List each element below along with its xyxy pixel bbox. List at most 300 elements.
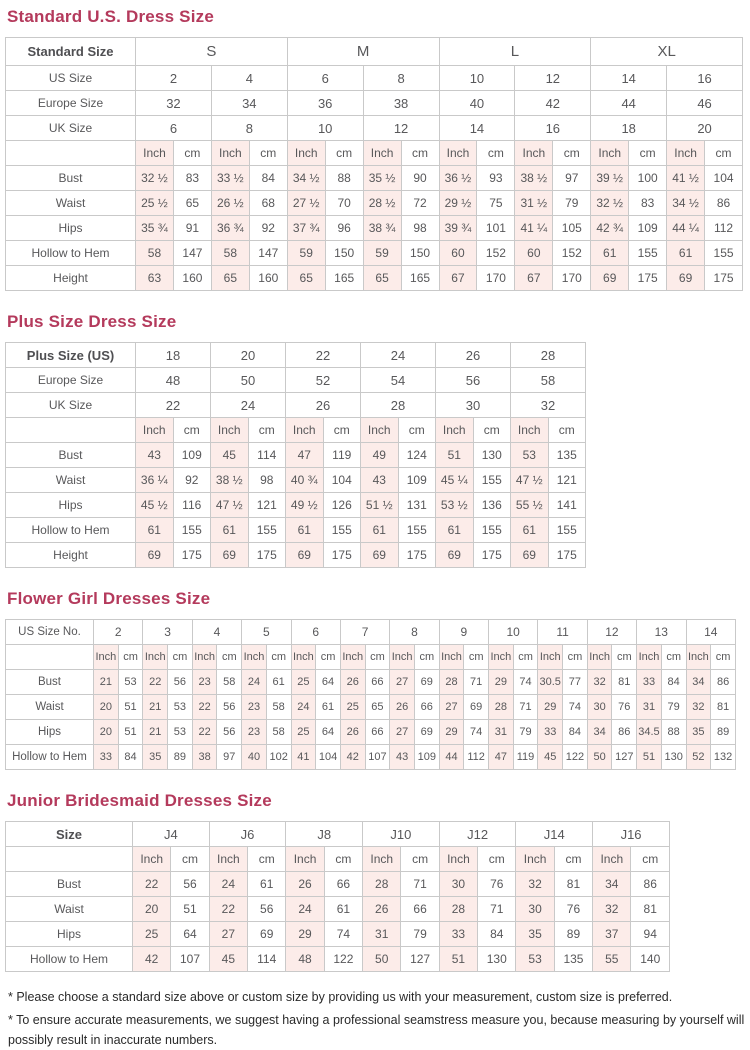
value-cell: 53 ½ — [436, 493, 474, 518]
value-cell: 21 — [143, 720, 168, 745]
value-cell: 121 — [248, 493, 286, 518]
size-header-cell: 6 — [291, 620, 340, 645]
value-cell: 135 — [548, 443, 586, 468]
value-cell: 165 — [401, 266, 439, 291]
value-cell: 160 — [173, 266, 211, 291]
unit-cell: cm — [365, 645, 390, 670]
value-cell: 21 — [94, 670, 119, 695]
row-label: Hollow to Hem — [6, 947, 133, 972]
size-header-cell: 22 — [136, 393, 211, 418]
size-header-cell: 50 — [211, 368, 286, 393]
value-cell: 165 — [325, 266, 363, 291]
value-cell: 28 — [439, 897, 477, 922]
size-header-cell: 13 — [637, 620, 686, 645]
value-cell: 155 — [173, 518, 211, 543]
value-cell: 56 — [217, 695, 242, 720]
value-cell: 26 — [390, 695, 415, 720]
unit-cell: Inch — [686, 645, 711, 670]
value-cell: 21 — [143, 695, 168, 720]
unit-cell: Inch — [439, 141, 477, 166]
value-cell: 53 — [168, 720, 193, 745]
unit-cell: Inch — [587, 645, 612, 670]
size-header-cell: 14 — [686, 620, 736, 645]
value-cell: 150 — [325, 241, 363, 266]
value-cell: 109 — [414, 745, 439, 770]
value-cell: 152 — [553, 241, 591, 266]
unit-cell: cm — [464, 645, 489, 670]
value-cell: 39 ½ — [591, 166, 629, 191]
value-cell: 38 ½ — [211, 468, 249, 493]
value-cell: 35 ¾ — [136, 216, 174, 241]
value-cell: 61 — [511, 518, 549, 543]
value-cell: 81 — [631, 897, 670, 922]
value-cell: 155 — [398, 518, 436, 543]
value-cell: 141 — [548, 493, 586, 518]
value-cell: 66 — [414, 695, 439, 720]
value-cell: 48 — [286, 947, 324, 972]
value-cell: 41 ¼ — [515, 216, 553, 241]
value-cell: 89 — [554, 922, 592, 947]
value-cell: 64 — [316, 670, 341, 695]
standard-us-dress-size-grid — [5, 37, 743, 291]
value-cell: 97 — [553, 166, 591, 191]
value-cell: 104 — [705, 166, 743, 191]
value-cell: 22 — [209, 897, 247, 922]
size-header-cell: 16 — [667, 66, 743, 91]
unit-cell: cm — [316, 645, 341, 670]
value-cell: 66 — [365, 720, 390, 745]
value-cell: 65 — [365, 695, 390, 720]
unit-cell: Inch — [209, 847, 247, 872]
table-row-bust — [6, 443, 586, 468]
value-cell: 114 — [248, 947, 286, 972]
value-cell: 49 ½ — [286, 493, 324, 518]
table-row-height — [6, 543, 586, 568]
value-cell: 65 — [173, 191, 211, 216]
value-cell: 69 — [286, 543, 324, 568]
value-cell: 35 — [143, 745, 168, 770]
value-cell: 38 — [192, 745, 217, 770]
row-label: Bust — [6, 166, 136, 191]
size-header-cell: 46 — [667, 91, 743, 116]
size-header-cell: 6 — [287, 66, 363, 91]
value-cell: 124 — [398, 443, 436, 468]
size-header-cell: 28 — [361, 393, 436, 418]
value-cell: 81 — [711, 695, 736, 720]
value-cell: 32 — [587, 670, 612, 695]
value-cell: 116 — [173, 493, 211, 518]
value-cell: 92 — [173, 468, 211, 493]
value-cell: 98 — [248, 468, 286, 493]
value-cell: 58 — [217, 670, 242, 695]
size-header-cell: 52 — [286, 368, 361, 393]
value-cell: 175 — [323, 543, 361, 568]
unit-cell: cm — [631, 847, 670, 872]
value-cell: 64 — [171, 922, 209, 947]
value-cell: 155 — [473, 518, 511, 543]
row-label: Bust — [6, 670, 94, 695]
value-cell: 36 ¼ — [136, 468, 174, 493]
row-label: US Size — [6, 66, 136, 91]
value-cell: 61 — [436, 518, 474, 543]
unit-cell: cm — [217, 645, 242, 670]
size-header-cell: 8 — [363, 66, 439, 91]
value-cell: 130 — [473, 443, 511, 468]
size-header-cell: 14 — [591, 66, 667, 91]
table-row-standard-size — [6, 38, 743, 66]
value-cell: 32 ½ — [136, 166, 174, 191]
value-cell: 127 — [401, 947, 439, 972]
unit-cell: cm — [563, 645, 588, 670]
size-header-cell: 20 — [211, 343, 286, 368]
unit-cell: Inch — [439, 645, 464, 670]
value-cell: 66 — [365, 670, 390, 695]
row-label: UK Size — [6, 393, 136, 418]
table-row-hips — [6, 493, 586, 518]
value-cell: 61 — [667, 241, 705, 266]
size-header-cell: J10 — [363, 822, 440, 847]
value-cell: 93 — [477, 166, 515, 191]
value-cell: 81 — [612, 670, 637, 695]
value-cell: 155 — [705, 241, 743, 266]
value-cell: 155 — [548, 518, 586, 543]
value-cell: 39 ¾ — [439, 216, 477, 241]
value-cell: 44 ¼ — [667, 216, 705, 241]
value-cell: 31 ½ — [515, 191, 553, 216]
value-cell: 30 — [516, 897, 554, 922]
value-cell: 104 — [323, 468, 361, 493]
value-cell: 84 — [249, 166, 287, 191]
value-cell: 69 — [136, 543, 174, 568]
value-cell: 20 — [94, 695, 119, 720]
value-cell: 79 — [661, 695, 686, 720]
size-header-cell: 10 — [489, 620, 538, 645]
value-cell: 45 — [209, 947, 247, 972]
value-cell: 160 — [249, 266, 287, 291]
value-cell: 107 — [171, 947, 209, 972]
size-header-cell: 34 — [211, 91, 287, 116]
value-cell: 92 — [249, 216, 287, 241]
value-cell: 75 — [477, 191, 515, 216]
value-cell: 140 — [631, 947, 670, 972]
value-cell: 36 ½ — [439, 166, 477, 191]
value-cell: 32 ½ — [591, 191, 629, 216]
junior-bridesmaid-dresses-size-grid — [5, 821, 670, 972]
value-cell: 58 — [266, 720, 291, 745]
value-cell: 121 — [548, 468, 586, 493]
unit-cell: Inch — [667, 141, 705, 166]
value-cell: 25 — [133, 922, 171, 947]
value-cell: 65 — [363, 266, 401, 291]
value-cell: 29 — [538, 695, 563, 720]
value-cell: 91 — [173, 216, 211, 241]
value-cell: 175 — [629, 266, 667, 291]
value-cell: 69 — [436, 543, 474, 568]
value-cell: 155 — [248, 518, 286, 543]
page-title-junior-bridesmaid-dresses-size: Junior Bridesmaid Dresses Size — [7, 791, 272, 810]
row-label: Hollow to Hem — [6, 518, 136, 543]
value-cell: 102 — [266, 745, 291, 770]
value-cell: 28 — [489, 695, 514, 720]
row-label: Hips — [6, 493, 136, 518]
table-row-units — [6, 141, 743, 166]
unit-cell: cm — [248, 847, 286, 872]
unit-cell: Inch — [436, 418, 474, 443]
value-cell: 36 ¾ — [211, 216, 249, 241]
value-cell: 175 — [248, 543, 286, 568]
size-header-cell: 9 — [439, 620, 488, 645]
value-cell: 50 — [587, 745, 612, 770]
unit-cell: Inch — [538, 645, 563, 670]
unit-cell: cm — [398, 418, 436, 443]
row-label — [6, 418, 136, 443]
value-cell: 84 — [563, 720, 588, 745]
row-label: Waist — [6, 191, 136, 216]
value-cell: 131 — [398, 493, 436, 518]
value-cell: 61 — [286, 518, 324, 543]
value-cell: 26 — [340, 720, 365, 745]
value-cell: 24 — [286, 897, 324, 922]
table-row-bust — [6, 670, 736, 695]
unit-cell: Inch — [363, 141, 401, 166]
value-cell: 109 — [173, 443, 211, 468]
table-row-us-size-no- — [6, 620, 736, 645]
value-cell: 86 — [631, 872, 670, 897]
value-cell: 71 — [478, 897, 516, 922]
plus-size-dress-size-grid — [5, 342, 586, 568]
value-cell: 26 ½ — [211, 191, 249, 216]
value-cell: 31 — [489, 720, 514, 745]
value-cell: 66 — [324, 872, 362, 897]
unit-cell: Inch — [143, 645, 168, 670]
size-header-cell: 44 — [591, 91, 667, 116]
page-title-plus-size-dress-size: Plus Size Dress Size — [7, 312, 177, 331]
value-cell: 69 — [248, 922, 286, 947]
value-cell: 65 — [287, 266, 325, 291]
row-label: Bust — [6, 443, 136, 468]
unit-cell: cm — [118, 645, 143, 670]
size-header-cell: 12 — [587, 620, 636, 645]
table-row-height — [6, 266, 743, 291]
value-cell: 89 — [711, 720, 736, 745]
size-header-cell: J14 — [516, 822, 593, 847]
value-cell: 47 ½ — [211, 493, 249, 518]
value-cell: 175 — [473, 543, 511, 568]
size-header-cell: 42 — [515, 91, 591, 116]
value-cell: 64 — [316, 720, 341, 745]
value-cell: 45 ¼ — [436, 468, 474, 493]
size-header-cell: 26 — [436, 343, 511, 368]
row-label: Hips — [6, 922, 133, 947]
value-cell: 33 ½ — [211, 166, 249, 191]
value-cell: 45 — [211, 443, 249, 468]
value-cell: 34 — [686, 670, 711, 695]
value-cell: 170 — [477, 266, 515, 291]
value-cell: 24 — [291, 695, 316, 720]
table-row-us-size — [6, 66, 743, 91]
value-cell: 114 — [248, 443, 286, 468]
value-cell: 51 ½ — [361, 493, 399, 518]
value-cell: 23 — [242, 695, 267, 720]
value-cell: 58 — [136, 241, 174, 266]
value-cell: 32 — [593, 897, 631, 922]
row-label: Standard Size — [6, 38, 136, 66]
unit-cell: cm — [249, 141, 287, 166]
value-cell: 84 — [478, 922, 516, 947]
value-cell: 79 — [553, 191, 591, 216]
value-cell: 42 ¾ — [591, 216, 629, 241]
value-cell: 34 ½ — [667, 191, 705, 216]
size-header-cell: 30 — [436, 393, 511, 418]
value-cell: 42 — [340, 745, 365, 770]
value-cell: 65 — [211, 266, 249, 291]
value-cell: 69 — [667, 266, 705, 291]
size-header-cell: 11 — [538, 620, 587, 645]
table-row-europe-size — [6, 368, 586, 393]
value-cell: 35 — [516, 922, 554, 947]
unit-cell: Inch — [211, 418, 249, 443]
value-cell: 127 — [612, 745, 637, 770]
value-cell: 175 — [398, 543, 436, 568]
value-cell: 25 ½ — [136, 191, 174, 216]
value-cell: 40 ¾ — [286, 468, 324, 493]
value-cell: 72 — [401, 191, 439, 216]
value-cell: 71 — [464, 670, 489, 695]
value-cell: 122 — [563, 745, 588, 770]
value-cell: 71 — [401, 872, 439, 897]
value-cell: 47 ½ — [511, 468, 549, 493]
row-label — [6, 847, 133, 872]
value-cell: 45 — [538, 745, 563, 770]
value-cell: 61 — [316, 695, 341, 720]
page-title-standard-us-dress-size: Standard U.S. Dress Size — [7, 7, 214, 26]
value-cell: 26 — [286, 872, 324, 897]
row-label: Hollow to Hem — [6, 745, 94, 770]
section-plus-size-dress-size — [5, 312, 745, 568]
value-cell: 76 — [478, 872, 516, 897]
value-cell: 20 — [133, 897, 171, 922]
footnote-standard-or-custom: * Please choose a standard size above or custom size by providing us with your measurement, custom size is preferred. — [8, 990, 673, 1004]
unit-cell: Inch — [211, 141, 249, 166]
value-cell: 30 — [439, 872, 477, 897]
size-header-cell: 12 — [515, 66, 591, 91]
value-cell: 70 — [325, 191, 363, 216]
section-standard-us-dress-size — [5, 7, 745, 291]
value-cell: 67 — [439, 266, 477, 291]
value-cell: 38 ½ — [515, 166, 553, 191]
value-cell: 24 — [242, 670, 267, 695]
value-cell: 55 — [593, 947, 631, 972]
value-cell: 33 — [538, 720, 563, 745]
unit-cell: Inch — [286, 847, 324, 872]
size-header-cell: 40 — [439, 91, 515, 116]
unit-cell: Inch — [593, 847, 631, 872]
row-label — [6, 645, 94, 670]
value-cell: 30.5 — [538, 670, 563, 695]
unit-cell: cm — [629, 141, 667, 166]
size-header-cell: 36 — [287, 91, 363, 116]
unit-cell: Inch — [591, 141, 629, 166]
size-header-cell: 3 — [143, 620, 192, 645]
value-cell: 61 — [266, 670, 291, 695]
table-row-waist — [6, 468, 586, 493]
value-cell: 107 — [365, 745, 390, 770]
footnotes — [8, 988, 745, 1050]
size-header-cell: 32 — [511, 393, 586, 418]
table-row-hollow-to-hem — [6, 745, 736, 770]
unit-cell: cm — [554, 847, 592, 872]
value-cell: 43 — [390, 745, 415, 770]
value-cell: 58 — [211, 241, 249, 266]
value-cell: 60 — [515, 241, 553, 266]
unit-cell: Inch — [291, 645, 316, 670]
unit-cell: Inch — [511, 418, 549, 443]
unit-cell: cm — [324, 847, 362, 872]
standard-us-dress-size-table — [5, 37, 745, 291]
value-cell: 29 ½ — [439, 191, 477, 216]
value-cell: 52 — [686, 745, 711, 770]
value-cell: 53 — [516, 947, 554, 972]
size-header-cell: 14 — [439, 116, 515, 141]
table-row-waist — [6, 897, 670, 922]
unit-cell: Inch — [94, 645, 119, 670]
row-label: Waist — [6, 695, 94, 720]
value-cell: 28 — [439, 670, 464, 695]
unit-cell: cm — [478, 847, 516, 872]
value-cell: 66 — [401, 897, 439, 922]
size-header-cell: J12 — [439, 822, 516, 847]
table-row-hips — [6, 720, 736, 745]
plus-size-dress-size-table — [5, 342, 745, 568]
value-cell: 45 ½ — [136, 493, 174, 518]
value-cell: 32 — [516, 872, 554, 897]
unit-cell: cm — [473, 418, 511, 443]
value-cell: 109 — [398, 468, 436, 493]
value-cell: 32 — [686, 695, 711, 720]
size-header-cell: J6 — [209, 822, 286, 847]
value-cell: 79 — [513, 720, 538, 745]
unit-cell: cm — [401, 847, 439, 872]
size-header-cell: 20 — [667, 116, 743, 141]
value-cell: 69 — [511, 543, 549, 568]
value-cell: 25 — [291, 720, 316, 745]
value-cell: 29 — [286, 922, 324, 947]
value-cell: 41 ½ — [667, 166, 705, 191]
size-header-cell: 56 — [436, 368, 511, 393]
value-cell: 40 — [242, 745, 267, 770]
unit-cell: Inch — [516, 847, 554, 872]
section-junior-bridesmaid-dresses-size — [5, 791, 745, 972]
value-cell: 61 — [211, 518, 249, 543]
value-cell: 74 — [563, 695, 588, 720]
value-cell: 69 — [414, 670, 439, 695]
value-cell: 37 ¾ — [287, 216, 325, 241]
value-cell: 51 — [637, 745, 662, 770]
value-cell: 24 — [209, 872, 247, 897]
value-cell: 101 — [477, 216, 515, 241]
value-cell: 47 — [489, 745, 514, 770]
size-header-cell: 24 — [361, 343, 436, 368]
value-cell: 53 — [168, 695, 193, 720]
value-cell: 109 — [629, 216, 667, 241]
value-cell: 69 — [414, 720, 439, 745]
value-cell: 63 — [136, 266, 174, 291]
value-cell: 126 — [323, 493, 361, 518]
value-cell: 23 — [242, 720, 267, 745]
size-header-cell: 24 — [211, 393, 286, 418]
value-cell: 130 — [478, 947, 516, 972]
flower-girl-dresses-size-table — [5, 619, 745, 770]
